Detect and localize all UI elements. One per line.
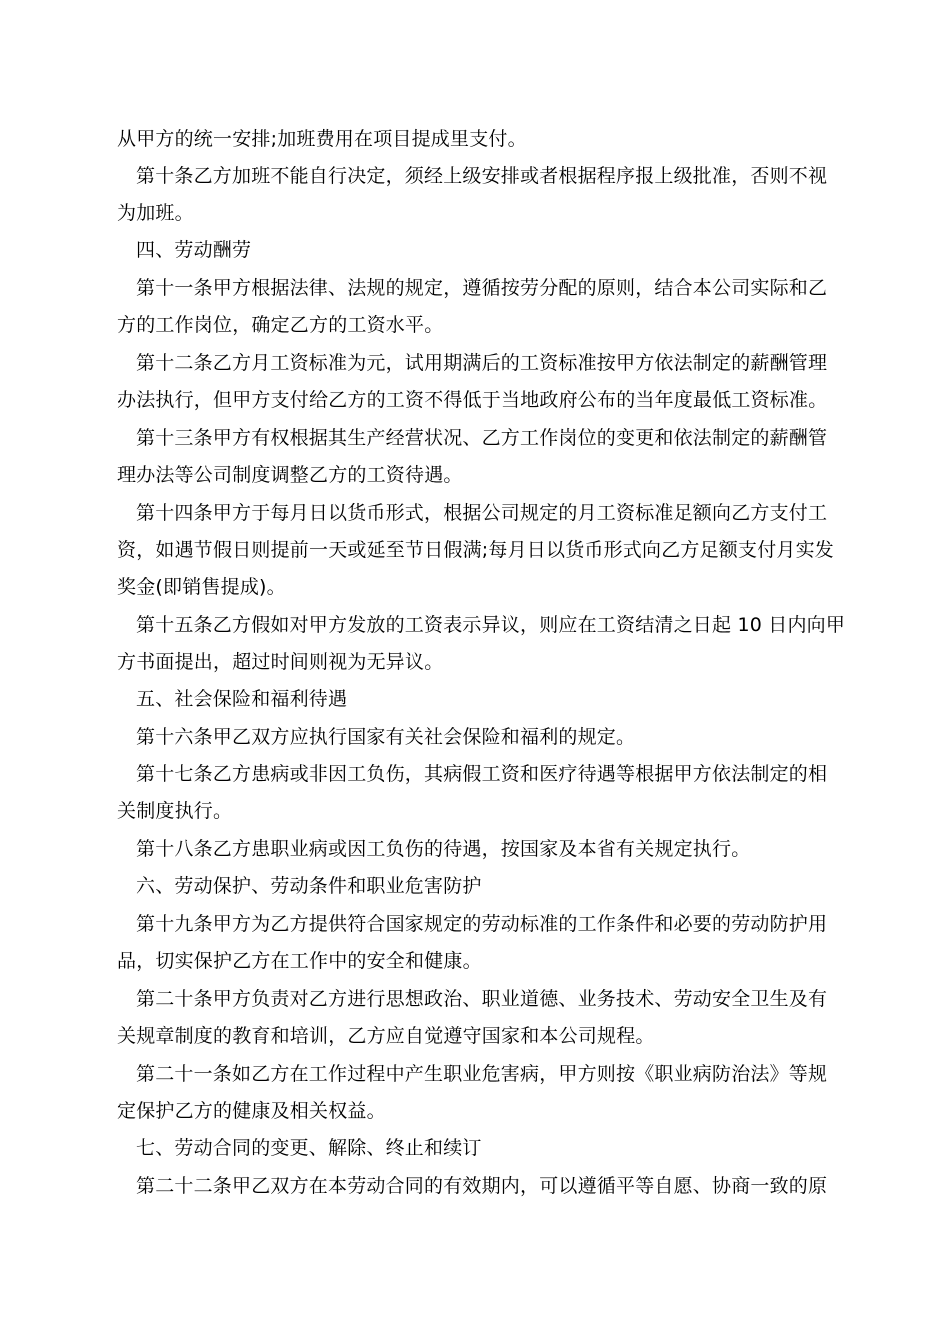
body-text-line: 办法执行，但甲方支付给乙方的工资不得低于当地政府公布的当年度最低工资标准。	[117, 389, 828, 411]
article-16-line: 第十六条甲乙双方应执行国家有关社会保险和福利的规定。	[136, 726, 636, 748]
body-text-line: 方书面提出，超过时间则视为无异议。	[117, 651, 444, 673]
body-text-line: 从甲方的统一安排;加班费用在项目提成里支付。	[117, 128, 527, 150]
article-18-line: 第十八条乙方患职业病或因工负伤的待遇，按国家及本省有关规定执行。	[136, 838, 751, 860]
body-text-line: 为加班。	[117, 202, 194, 224]
body-text-line: 定保护乙方的健康及相关权益。	[117, 1100, 386, 1122]
article-19-line: 第十九条甲方为乙方提供符合国家规定的劳动标准的工作条件和必要的劳动防护用	[136, 913, 828, 935]
article-17-line: 第十七条乙方患病或非因工负伤，其病假工资和医疗待遇等根据甲方依法制定的相	[136, 763, 828, 785]
section-heading-7: 七、劳动合同的变更、解除、终止和续订	[136, 1137, 482, 1159]
section-heading-4: 四、劳动酬劳	[136, 239, 252, 261]
article-12-line: 第十二条乙方月工资标准为元，试用期满后的工资标准按甲方依法制定的薪酬管理	[136, 352, 828, 374]
article-21-line: 第二十一条如乙方在工作过程中产生职业危害病，甲方则按《职业病防治法》等规	[136, 1063, 828, 1085]
article-10-line: 第十条乙方加班不能自行决定，须经上级安排或者根据程序报上级批准，否则不视	[136, 165, 828, 187]
body-text-line: 关规章制度的教育和培训，乙方应自觉遵守国家和本公司规程。	[117, 1025, 655, 1047]
article-13-line: 第十三条甲方有权根据其生产经营状况、乙方工作岗位的变更和依法制定的薪酬管	[136, 427, 828, 449]
body-text-line: 奖金(即销售提成)。	[117, 576, 286, 598]
article-14-line: 第十四条甲方于每月日以货币形式，根据公司规定的月工资标准足额向乙方支付工	[136, 502, 828, 524]
body-text-line: 资，如遇节假日则提前一天或延至节日假满;每月日以货币形式向乙方足额支付月实发	[117, 539, 835, 561]
article-20-line: 第二十条甲方负责对乙方进行思想政治、职业道德、业务技术、劳动安全卫生及有	[136, 988, 828, 1010]
body-text-line: 理办法等公司制度调整乙方的工资待遇。	[117, 464, 463, 486]
article-22-line: 第二十二条甲乙双方在本劳动合同的有效期内，可以遵循平等自愿、协商一致的原	[136, 1175, 828, 1197]
body-text-line: 方的工作岗位，确定乙方的工资水平。	[117, 314, 444, 336]
body-text-line: 品，切实保护乙方在工作中的安全和健康。	[117, 950, 482, 972]
section-heading-6: 六、劳动保护、劳动条件和职业危害防护	[136, 875, 482, 897]
article-11-line: 第十一条甲方根据法律、法规的规定，遵循按劳分配的原则，结合本公司实际和乙	[136, 277, 828, 299]
article-15-line: 第十五条乙方假如对甲方发放的工资表示异议，则应在工资结清之日起 10 日内向甲	[136, 614, 846, 636]
body-text-line: 关制度执行。	[117, 800, 233, 822]
section-heading-5: 五、社会保险和福利待遇	[136, 688, 348, 710]
